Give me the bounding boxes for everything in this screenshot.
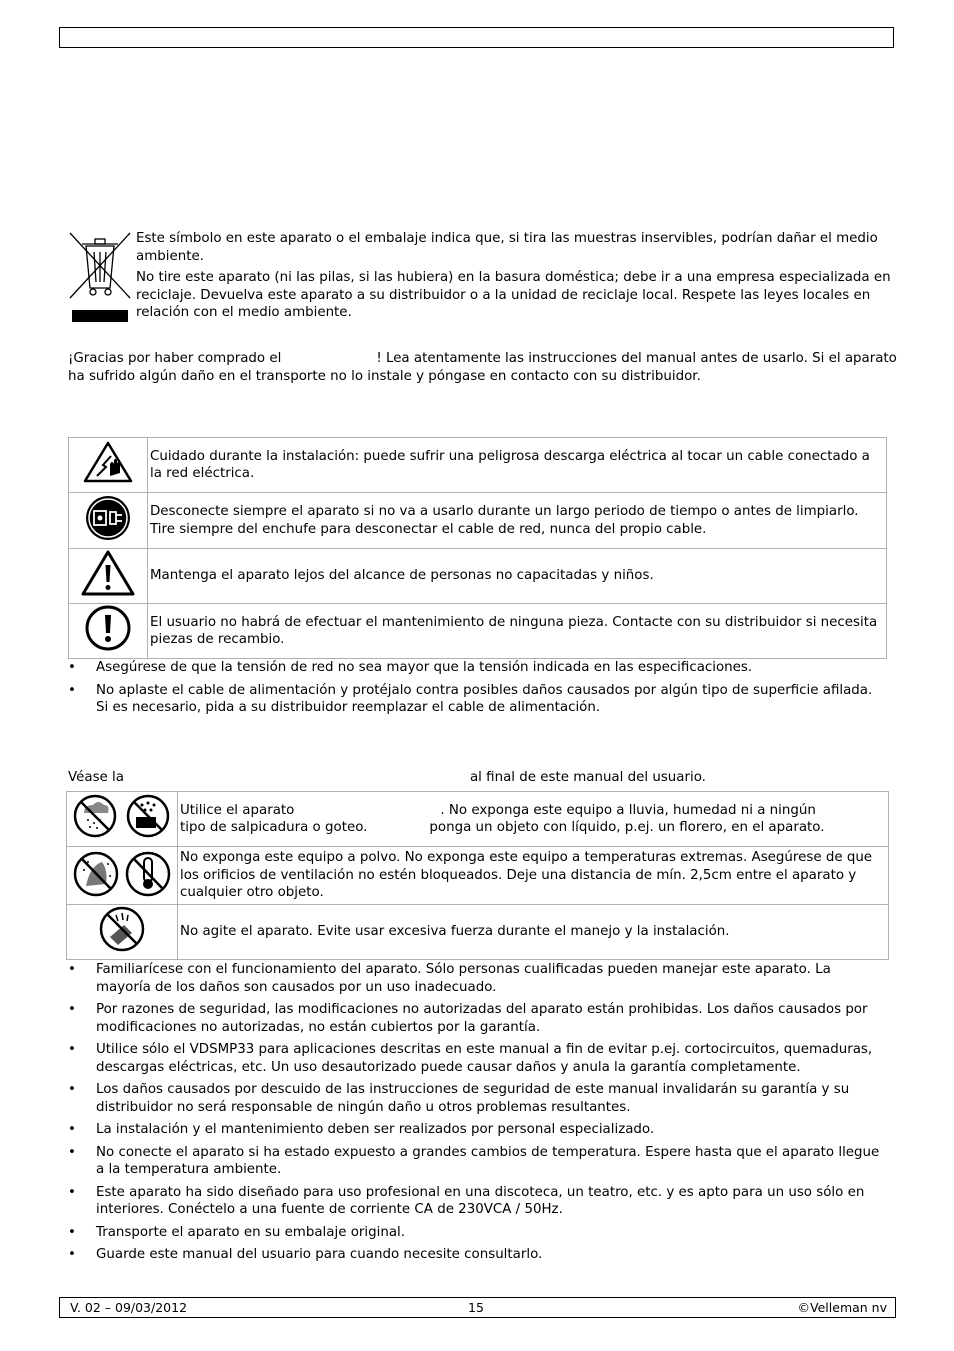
unplug-icon — [69, 493, 148, 549]
warning-triangle-icon — [69, 549, 148, 604]
list-item: • No conecte el aparato si ha estado expuesto a grandes cambios de temperatura. Espere hasta que el aparato llegue a la temperatura ambiente. — [68, 1144, 888, 1179]
list-item: • La instalación y el mantenimiento deben ser realizados por personal especializado. — [68, 1121, 888, 1139]
footer-page-number: 15 — [468, 1300, 484, 1315]
weee-notice — [136, 230, 896, 326]
list-item: • Utilice sólo el VDSMP33 para aplicaciones descritas en este manual a fin de evitar p.ej. cortocircuitos, quemaduras, descargas eléctricas, etc. Un uso desautorizado puede causar daños y anula la garantía completamente. — [68, 1041, 888, 1076]
env-text-b: . No exponga este equipo a lluvia, humedad ni a ningún — [440, 802, 816, 818]
safety-text: Cuidado durante la instalación: puede sufrir una peligrosa descarga eléctrica al tocar un cable conectado a la red eléctrica. — [148, 438, 887, 493]
safety-text: Desconecte siempre el aparato si no va a usarlo durante un largo periodo de tiempo o antes de limpiarlo. Tire siempre del enchufe para desconectar el cable de red, nunca del propio cable. — [148, 493, 887, 549]
environment-icons — [67, 792, 178, 847]
list-item: • Los daños causados por descuido de las instrucciones de seguridad de este manual invalidarán su garantía y su distribuidor no será responsable de ningún daño u otros problemas resultantes. — [68, 1081, 888, 1116]
vease-after: al final de este manual del usuario. — [469, 770, 706, 785]
environment-text — [178, 792, 889, 847]
env-text-d: ponga un objeto con líquido, p.ej. un florero, en el aparato. — [429, 820, 825, 835]
footer-version: V. 02 – 09/03/2012 — [70, 1300, 188, 1315]
intro-paragraph — [68, 350, 898, 385]
bullet-list-2 — [68, 961, 888, 1269]
page-footer — [59, 1297, 896, 1318]
list-item: • Familiarícese con el funcionamiento del aparato. Sólo personas cualificadas pueden manejar este aparato. La mayoría de los daños son causados por un uso inadecuado. — [68, 961, 888, 996]
table-row — [69, 493, 887, 549]
table-row — [67, 905, 889, 960]
weee-paragraph-1: Este símbolo en este aparato o el embalaje indica que, si tira las muestras inservibles, podrían dañar el medio ambiente. — [136, 231, 878, 264]
bullet-list-1 — [68, 659, 888, 722]
no-rain-icon — [72, 793, 172, 839]
vease-before: Véase la — [68, 770, 124, 785]
table-row — [69, 438, 887, 493]
env-text-c: tipo de salpicadura o goteo. — [180, 820, 368, 835]
environment-text: No exponga este equipo a polvo. No exponga este equipo a temperaturas extremas. Asegúrese de que los orificios de ventilación no estén bloqueados. Deje una distancia de mín. 2,5cm entre el aparato y cualquier otro objeto. — [178, 847, 889, 905]
environment-table — [66, 791, 889, 960]
list-item: • No aplaste el cable de alimentación y protéjalo contra posibles daños causados por algún tipo de superficie afilada. Si es necesario, pida a su distribuidor reemplazar el cable de alimentación. — [68, 682, 888, 717]
table-row — [67, 847, 889, 905]
list-item: • Por razones de seguridad, las modificaciones no autorizadas del aparato están prohibidas. Los daños causados por modificaciones no autorizadas, no están cubiertos por la garantía. — [68, 1001, 888, 1036]
no-dust-icon — [67, 847, 178, 905]
no-shaking-icon — [67, 905, 178, 960]
footer-copyright: ©Velleman nv — [797, 1300, 887, 1315]
intro-before: ¡Gracias por haber comprado el — [68, 351, 282, 366]
table-row — [69, 549, 887, 604]
vease-line — [68, 769, 898, 787]
electric-shock-hazard-icon — [69, 438, 148, 493]
safety-text: El usuario no habrá de efectuar el mantenimiento de ninguna pieza. Contacte con su distribuidor si necesita piezas de recambio. — [148, 604, 887, 659]
table-row — [67, 792, 889, 847]
list-item: • Este aparato ha sido diseñado para uso profesional en una discoteca, un teatro, etc. y es apto para un uso sólo en interiores. Conéctelo a una fuente de corriente CA de 230VCA / 50Hz. — [68, 1184, 888, 1219]
environment-text: No agite el aparato. Evite usar excesiva fuerza durante el manejo y la instalación. — [178, 905, 889, 960]
list-item: • Guarde este manual del usuario para cuando necesite consultarlo. — [68, 1246, 888, 1264]
table-row — [69, 604, 887, 659]
env-text-a: Utilice el aparato — [180, 802, 295, 818]
weee-paragraph-2: No tire este aparato (ni las pilas, si las hubiera) en la basura doméstica; debe ir a una empresa especializada en reciclaje. Devuelva este aparato a su distribuidor o a la unidad de reciclaje local. Respete las leyes locales en relación con el medio ambiente. — [136, 270, 891, 320]
intro-after: ! Lea atentamente las instrucciones del manual antes de usarlo. Si el aparato ha sufrido algún daño en el transporte no lo instale y póngase en contacto con su distribuidor. — [68, 351, 897, 384]
safety-text: Mantenga el aparato lejos del alcance de personas no capacitadas y niños. — [148, 549, 887, 604]
list-item: • Transporte el aparato en su embalaje original. — [68, 1224, 888, 1242]
exclamation-circle-icon — [69, 604, 148, 659]
page-header-box — [59, 27, 894, 48]
crossed-out-bin-icon — [68, 230, 132, 324]
list-item: • Asegúrese de que la tensión de red no sea mayor que la tensión indicada en las especificaciones. — [68, 659, 888, 677]
safety-instructions-table — [68, 437, 887, 659]
